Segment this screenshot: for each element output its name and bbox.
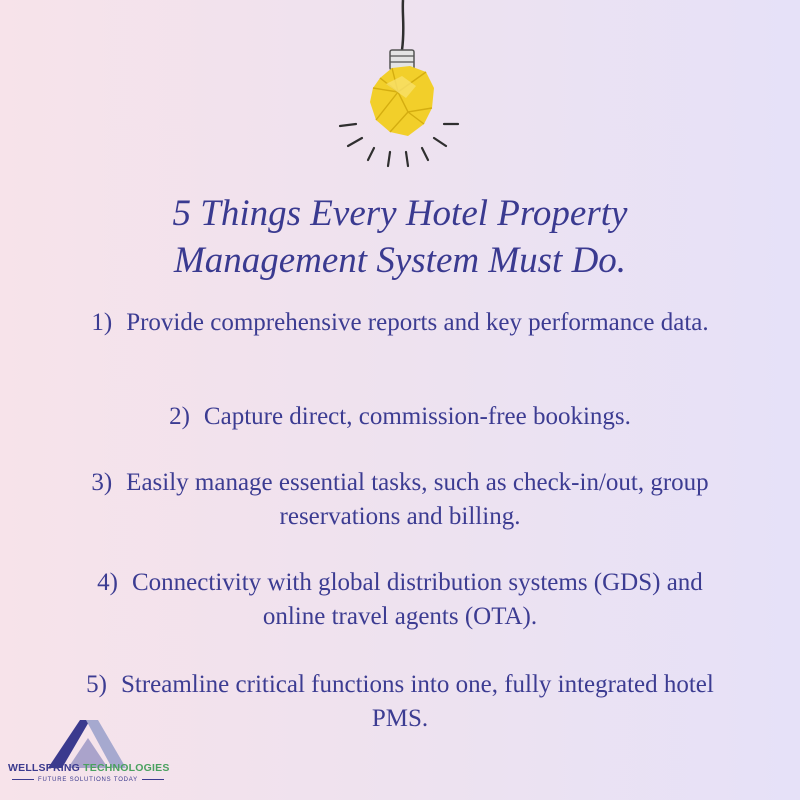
page-title xyxy=(0,190,800,284)
list-item xyxy=(70,466,730,534)
list-item xyxy=(70,668,730,736)
logo-tagline: FUTURE SOLUTIONS TODAY xyxy=(8,777,168,783)
list-item xyxy=(70,306,730,340)
item-number: 2) xyxy=(169,403,190,430)
list-item xyxy=(70,566,730,634)
item-number: 3) xyxy=(91,469,113,496)
item-number: 1) xyxy=(91,309,113,336)
item-text: Easily manage essential tasks, such as check-in/out, group reservations and billing. xyxy=(126,469,709,530)
brand-part-1: WELLSPRING xyxy=(8,762,84,774)
item-text: Capture direct, commission-free bookings. xyxy=(203,403,631,430)
lightbulb-icon xyxy=(330,0,470,170)
brand-part-2: TECHNOLOGIES xyxy=(83,762,170,774)
item-text: Connectivity with global distribution systems (GDS) and online travel agents (OTA). xyxy=(132,569,703,630)
title-line-1: 5 Things Every Hotel Property xyxy=(172,193,628,234)
item-number: 4) xyxy=(97,569,118,596)
item-number: 5) xyxy=(86,671,107,698)
list-item xyxy=(70,400,730,434)
item-text: Streamline critical functions into one, fully integrated hotel PMS. xyxy=(120,671,714,732)
title-line-2: Management System Must Do. xyxy=(173,240,627,281)
item-text: Provide comprehensive reports and key performance data. xyxy=(126,309,709,336)
logo-brand xyxy=(8,762,168,774)
